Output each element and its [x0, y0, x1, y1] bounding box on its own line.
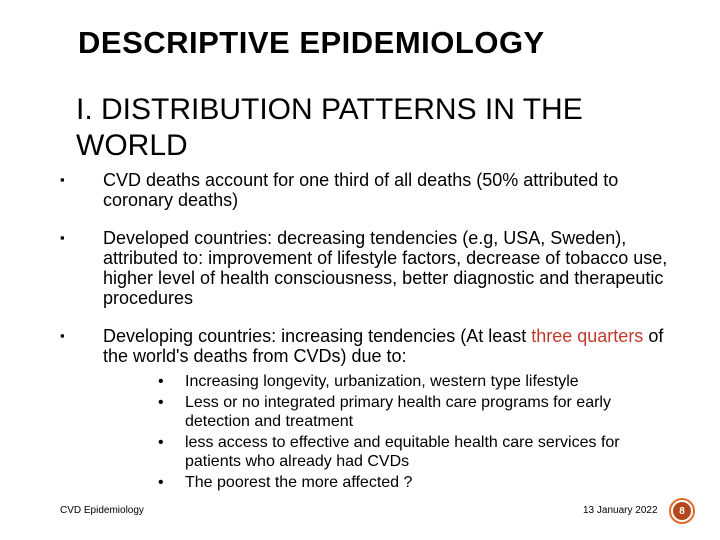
- bullet-text-part: Developing countries: increasing tendencies (At least: [103, 326, 532, 346]
- bullet-item: [60, 170, 670, 210]
- footer-label: CVD Epidemiology: [60, 505, 144, 516]
- bullet-item: [60, 228, 670, 308]
- bullet-text: CVD deaths account for one third of all deaths (50% attributed to coronary deaths): [103, 170, 619, 210]
- footer-date: 13 January 2022: [583, 505, 658, 516]
- sub-bullet-text: Increasing longevity, urbanization, western type lifestyle: [185, 373, 579, 390]
- sub-bullet-item: [103, 372, 670, 391]
- highlighted-text: three quarters: [531, 326, 644, 346]
- dot-bullet-icon: •: [158, 373, 164, 390]
- slide-title: DESCRIPTIVE EPIDEMIOLOGY: [78, 25, 545, 60]
- sub-bullet-item: [103, 393, 670, 431]
- square-bullet-icon: ▪: [60, 230, 65, 245]
- dot-bullet-icon: •: [158, 394, 164, 411]
- dot-bullet-icon: •: [158, 434, 164, 451]
- dot-bullet-icon: •: [158, 474, 164, 491]
- bullet-list: [60, 170, 670, 510]
- sub-bullet-item: [103, 433, 670, 471]
- square-bullet-icon: ▪: [60, 328, 65, 343]
- slide-subtitle: I. DISTRIBUTION PATTERNS IN THE WORLD: [76, 93, 583, 162]
- sub-bullet-text: less access to effective and equitable health care services for patients who already had CVDs: [185, 434, 620, 470]
- bullet-text: Developed countries: decreasing tendencies (e.g, USA, Sweden), attributed to: improvement of lifestyle factors, decrease of tobacco use, higher level of health consciousness, better diagnostic and therapeutic procedures: [103, 228, 668, 308]
- sub-bullet-text: Less or no integrated primary health care programs for early detection and treatment: [185, 394, 611, 430]
- bullet-text-part: of the world's deaths from CVDs) due to:: [103, 326, 664, 366]
- bullet-text: [103, 326, 663, 366]
- sub-bullet-list: [103, 372, 670, 492]
- page-number-badge: [669, 498, 695, 524]
- bullet-item: [60, 326, 670, 492]
- page-number: 8: [673, 502, 691, 520]
- square-bullet-icon: ▪: [60, 172, 65, 187]
- sub-bullet-text: The poorest the more affected ?: [185, 474, 413, 491]
- sub-bullet-item: [103, 473, 670, 492]
